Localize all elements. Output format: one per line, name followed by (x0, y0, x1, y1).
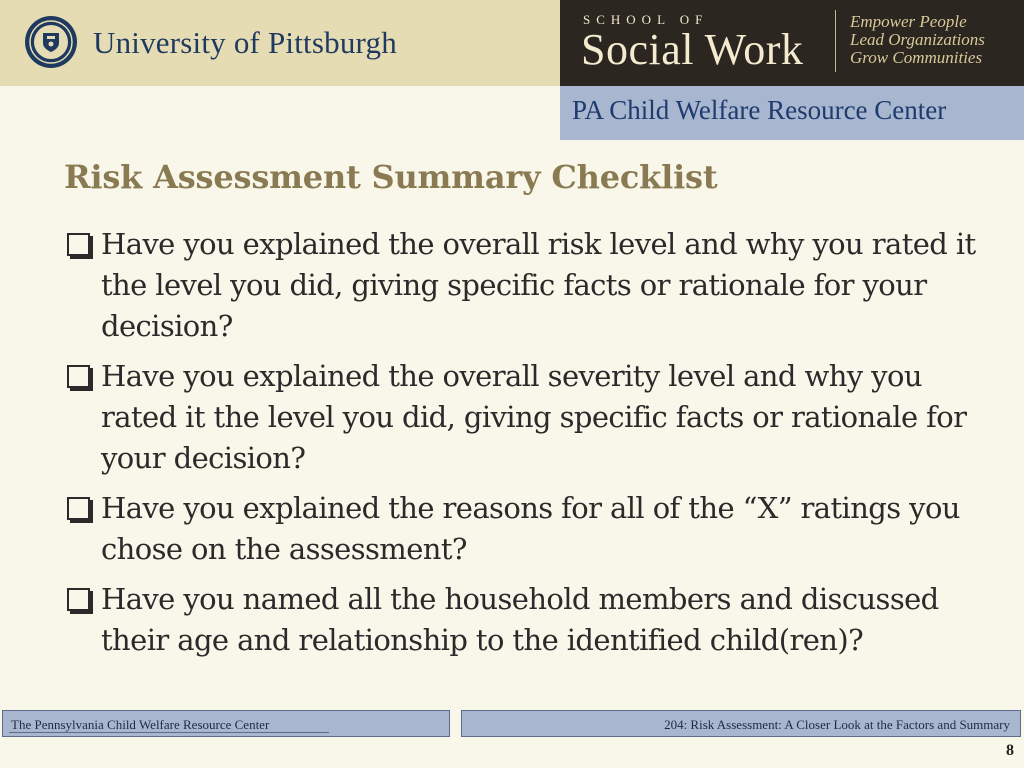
footer-organization: The Pennsylvania Child Welfare Resource Center (11, 717, 270, 732)
slide-number: 8 (1006, 742, 1014, 759)
checklist-item-text: Have you explained the reasons for all of the “X” ratings you chose on the assessment? (101, 491, 960, 566)
tagline-line: Lead Organizations (850, 30, 985, 49)
checkbox-icon (67, 497, 90, 520)
checkbox-icon (67, 365, 90, 388)
footer-right-bar (461, 710, 1021, 737)
tagline-line: Empower People (850, 12, 967, 31)
checklist-item-text: Have you explained the overall severity level and why you rated it the level you did, giving specific facts or rationale for your decision? (101, 359, 967, 475)
center-banner (560, 86, 1024, 140)
footer-underline (9, 732, 329, 733)
checklist-item-text: Have you explained the overall risk level and why you rated it the level you did, giving specific facts or rationale for your decision? (101, 227, 976, 343)
footer-course-title: 204: Risk Assessment: A Closer Look at the Factors and Summary (664, 717, 1010, 732)
checkbox-icon (67, 233, 90, 256)
slide-title: Risk Assessment Summary Checklist (64, 158, 718, 196)
checkbox-icon (67, 588, 90, 611)
tagline (850, 13, 985, 67)
school-of-label: SCHOOL OF (583, 12, 709, 27)
checklist-item (64, 356, 984, 479)
checklist-item (64, 579, 984, 661)
header-divider (835, 10, 836, 72)
footer-left-bar (2, 710, 450, 737)
university-seal-icon (24, 15, 78, 69)
tagline-line: Grow Communities (850, 48, 983, 67)
checklist-item (64, 224, 984, 347)
checklist-item (64, 488, 984, 570)
checklist (64, 224, 984, 670)
university-name: University of Pittsburgh (93, 25, 397, 60)
checklist-item-text: Have you named all the household members and discussed their age and relationship to the identified child(ren)? (101, 582, 939, 657)
school-of-social-work-header (560, 0, 1024, 86)
university-header (0, 0, 560, 86)
center-name: PA Child Welfare Resource Center (572, 95, 947, 125)
social-work-label: Social Work (581, 25, 804, 74)
